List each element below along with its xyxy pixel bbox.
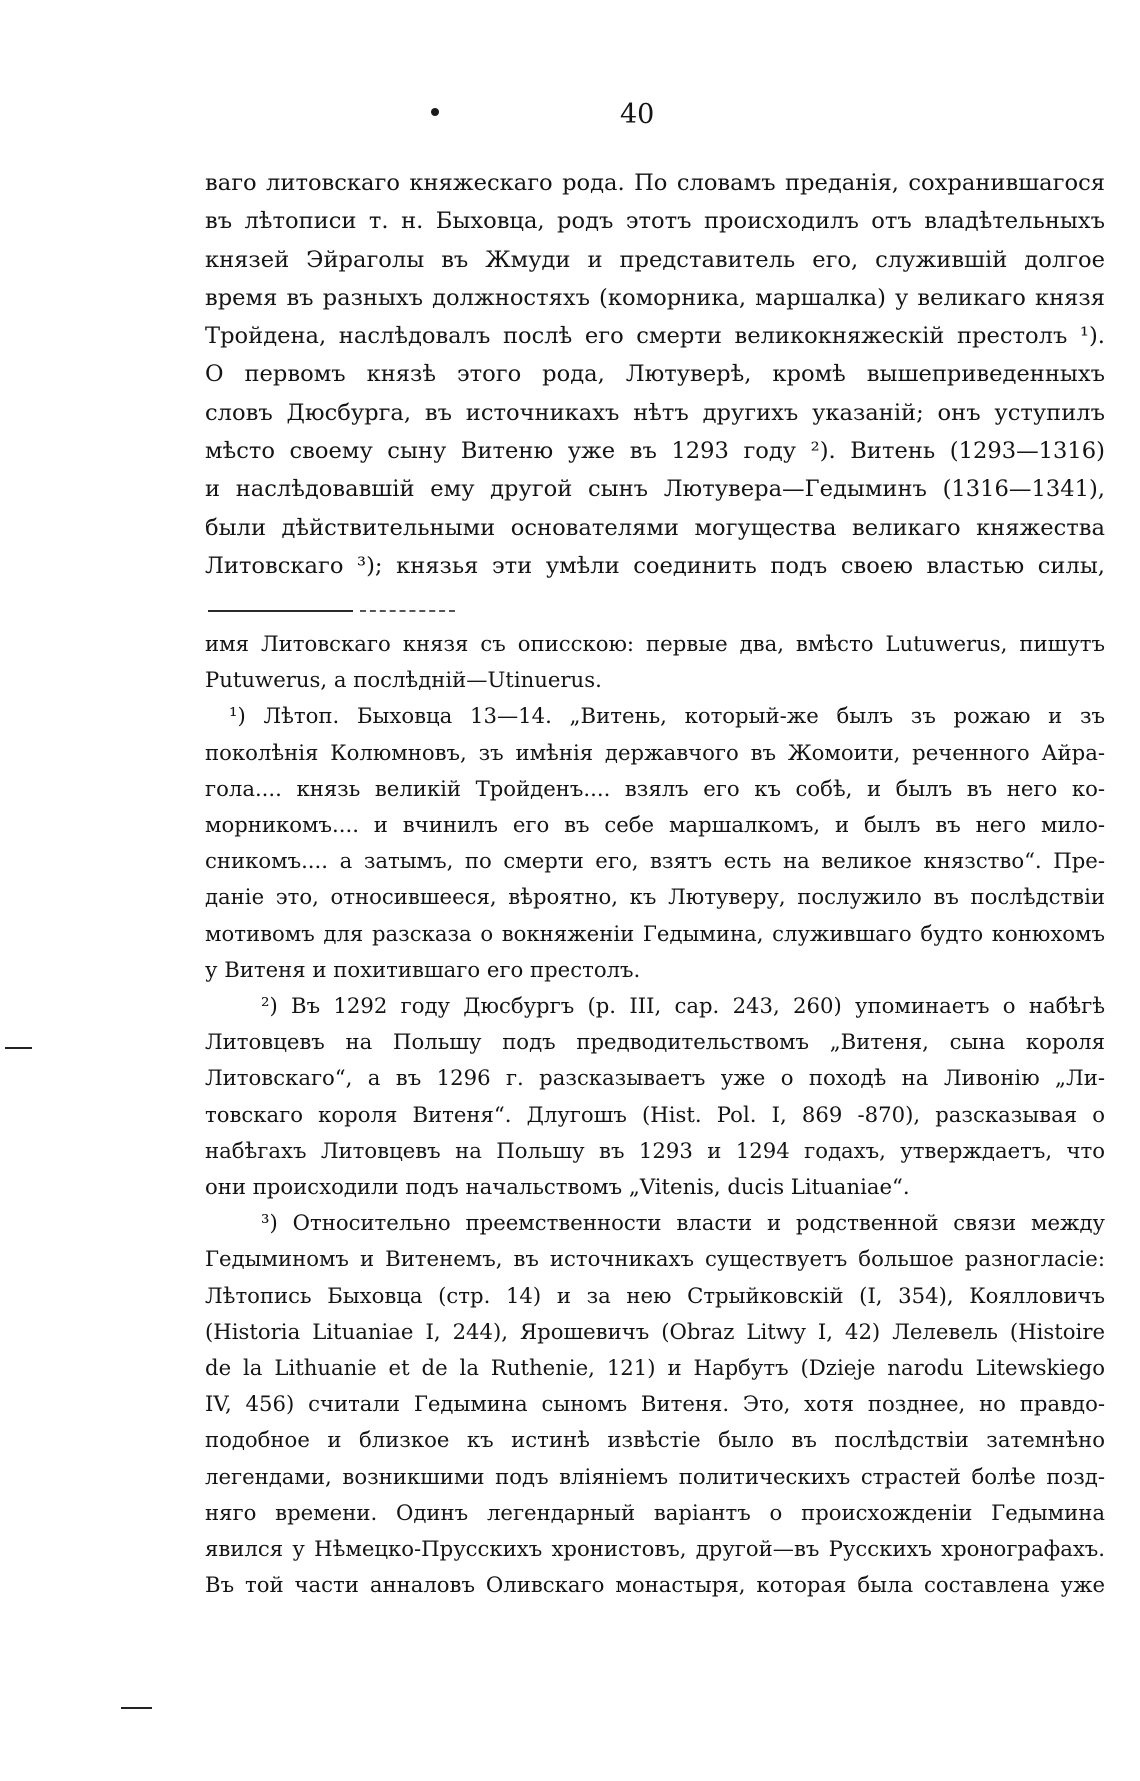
text-line: мѣсто своему сыну Витеню уже въ 1293 году ²). Витень (1293—1316) <box>205 438 1105 465</box>
footnote-line: ¹) Лѣтоп. Быховца 13—14. „Витень, который-же былъ зъ рожаю и зъ <box>229 703 1105 729</box>
footnote-line: Гедыминомъ и Витенемъ, въ источникахъ существуетъ большое разногласіе: <box>205 1246 1105 1272</box>
text-line: Тройдена, наслѣдовалъ послѣ его смерти великокняжескій престолъ ¹). <box>205 323 1105 350</box>
footnote-line: подобное и близкое къ истинѣ извѣстіе было въ послѣдствіи затемнѣно <box>205 1427 1105 1453</box>
footnote-line: у Витеня и похитившаго его престолъ. <box>205 956 641 982</box>
footnote-line: сникомъ.... а затымъ, по смерти его, взятъ есть на великое князство“. Пре- <box>205 848 1105 874</box>
footnote-line: имя Литовскаго князя съ описскою: первые два, вмѣсто Lutuwerus, пишутъ <box>205 631 1105 656</box>
footnote-separator-dashed <box>360 610 455 612</box>
footnotes <box>205 626 1105 1603</box>
footnote-line: de la Lithuanie et de la Ruthenie, 121) и Нарбутъ (Dzieje narodu Litewskiego <box>205 1355 1105 1381</box>
footnote-line: ³) Относительно преемственности власти и родственной связи между <box>261 1210 1105 1236</box>
footnote-line: Литовскаго“, а въ 1296 г. разсказываетъ уже о походѣ на Ливонію „Ли- <box>205 1065 1105 1091</box>
footnote-line: поколѣнія Колюмновъ, зъ имѣнія державчого въ Жомоити, реченного Айра- <box>205 739 1105 765</box>
footnote-line: товскаго короля Витеня“. Длугошъ (Hist. Pol. I, 869 -870), разсказывая о <box>205 1101 1105 1127</box>
footnote-line: IV, 456) считали Гедымина сыномъ Витеня. Это, хотя позднее, но правдо- <box>205 1391 1105 1417</box>
text-line: О первомъ князѣ этого рода, Лютуверѣ, кромѣ вышеприведенныхъ <box>205 361 1105 388</box>
text-line: Литовскаго ³); князья эти умѣли соединить подъ своею властью силы, <box>205 552 1105 579</box>
text-line: словъ Дюсбурга, въ источникахъ нѣтъ другихъ указаній; онъ уступилъ <box>205 399 1105 426</box>
text-line: князей Эйраголы въ Жмуди и представитель его, служившій долгое <box>205 246 1105 273</box>
main-text <box>205 164 1105 585</box>
header-dot-mark <box>431 108 439 116</box>
footnote-line: ²) Въ 1292 году Дюсбургъ (р. III, сар. 243, 260) упоминаетъ о набѣгѣ <box>261 993 1105 1019</box>
margin-mark <box>121 1707 152 1709</box>
footnote-line: гола.... князь великій Тройденъ.... взялъ его къ собѣ, и былъ въ него ко- <box>205 775 1105 801</box>
footnote-line: морникомъ.... и вчинилъ его въ себе маршалкомъ, и былъ въ него мило- <box>205 812 1105 838</box>
footnote-line: они происходили подъ начальствомъ „Vitenis, ducis Lituaniae“. <box>205 1174 910 1200</box>
footnote-line: Литовцевъ на Польшу подъ предводительствомъ „Витеня, сына короля <box>205 1029 1105 1055</box>
footnote-line: явился у Нѣмецко-Прусскихъ хронистовъ, другой—въ Русскихъ хронографахъ. <box>205 1536 1105 1562</box>
footnote-line: набѣгахъ Литовцевъ на Польшу въ 1293 и 1294 годахъ, утверждаетъ, что <box>205 1137 1105 1163</box>
footnote-line: (Historia Lituaniae I, 244), Ярошевичъ (Obraz Litwy I, 42) Лелевель (Histoire <box>205 1318 1105 1344</box>
margin-mark <box>5 1047 32 1049</box>
footnote-line: даніе это, относившееся, вѣроятно, къ Лютуверу, послужило въ послѣдствіи <box>205 884 1105 910</box>
footnote-line: Въ той части анналовъ Оливскаго монастыря, которая была составлена уже <box>205 1572 1105 1598</box>
text-line: были дѣйствительными основателями могущества великаго княжества <box>205 514 1105 541</box>
text-line: ваго литовскаго княжескаго рода. По словамъ преданія, сохранившагося <box>205 170 1105 196</box>
page-number: 40 <box>620 99 655 130</box>
footnote-separator <box>208 610 353 612</box>
footnote-line: мотивомъ для разсказа о вокняженіи Гедымина, служившаго будто конюхомъ <box>205 920 1105 946</box>
text-line: въ лѣтописи т. н. Быховца, родъ этотъ происходилъ отъ владѣтельныхъ <box>205 208 1105 235</box>
text-line: время въ разныхъ должностяхъ (коморника, маршалка) у великаго князя <box>205 284 1105 311</box>
footnote-line: няго времени. Одинъ легендарный варіантъ о происхожденіи Гедымина <box>205 1499 1105 1525</box>
text-line: и наслѣдовавшій ему другой сынъ Лютувера—Гедыминъ (1316—1341), <box>205 476 1105 503</box>
footnote-line: Лѣтопись Быховца (стр. 14) и за нею Стрыйковскій (I, 354), Коялловичъ <box>205 1282 1105 1308</box>
footnote-line: Putuwerus, а послѣдній—Utinuerus. <box>205 667 602 693</box>
footnote-line: легендами, возникшими подъ вліяніемъ политическихъ страстей болѣе позд- <box>205 1463 1105 1489</box>
